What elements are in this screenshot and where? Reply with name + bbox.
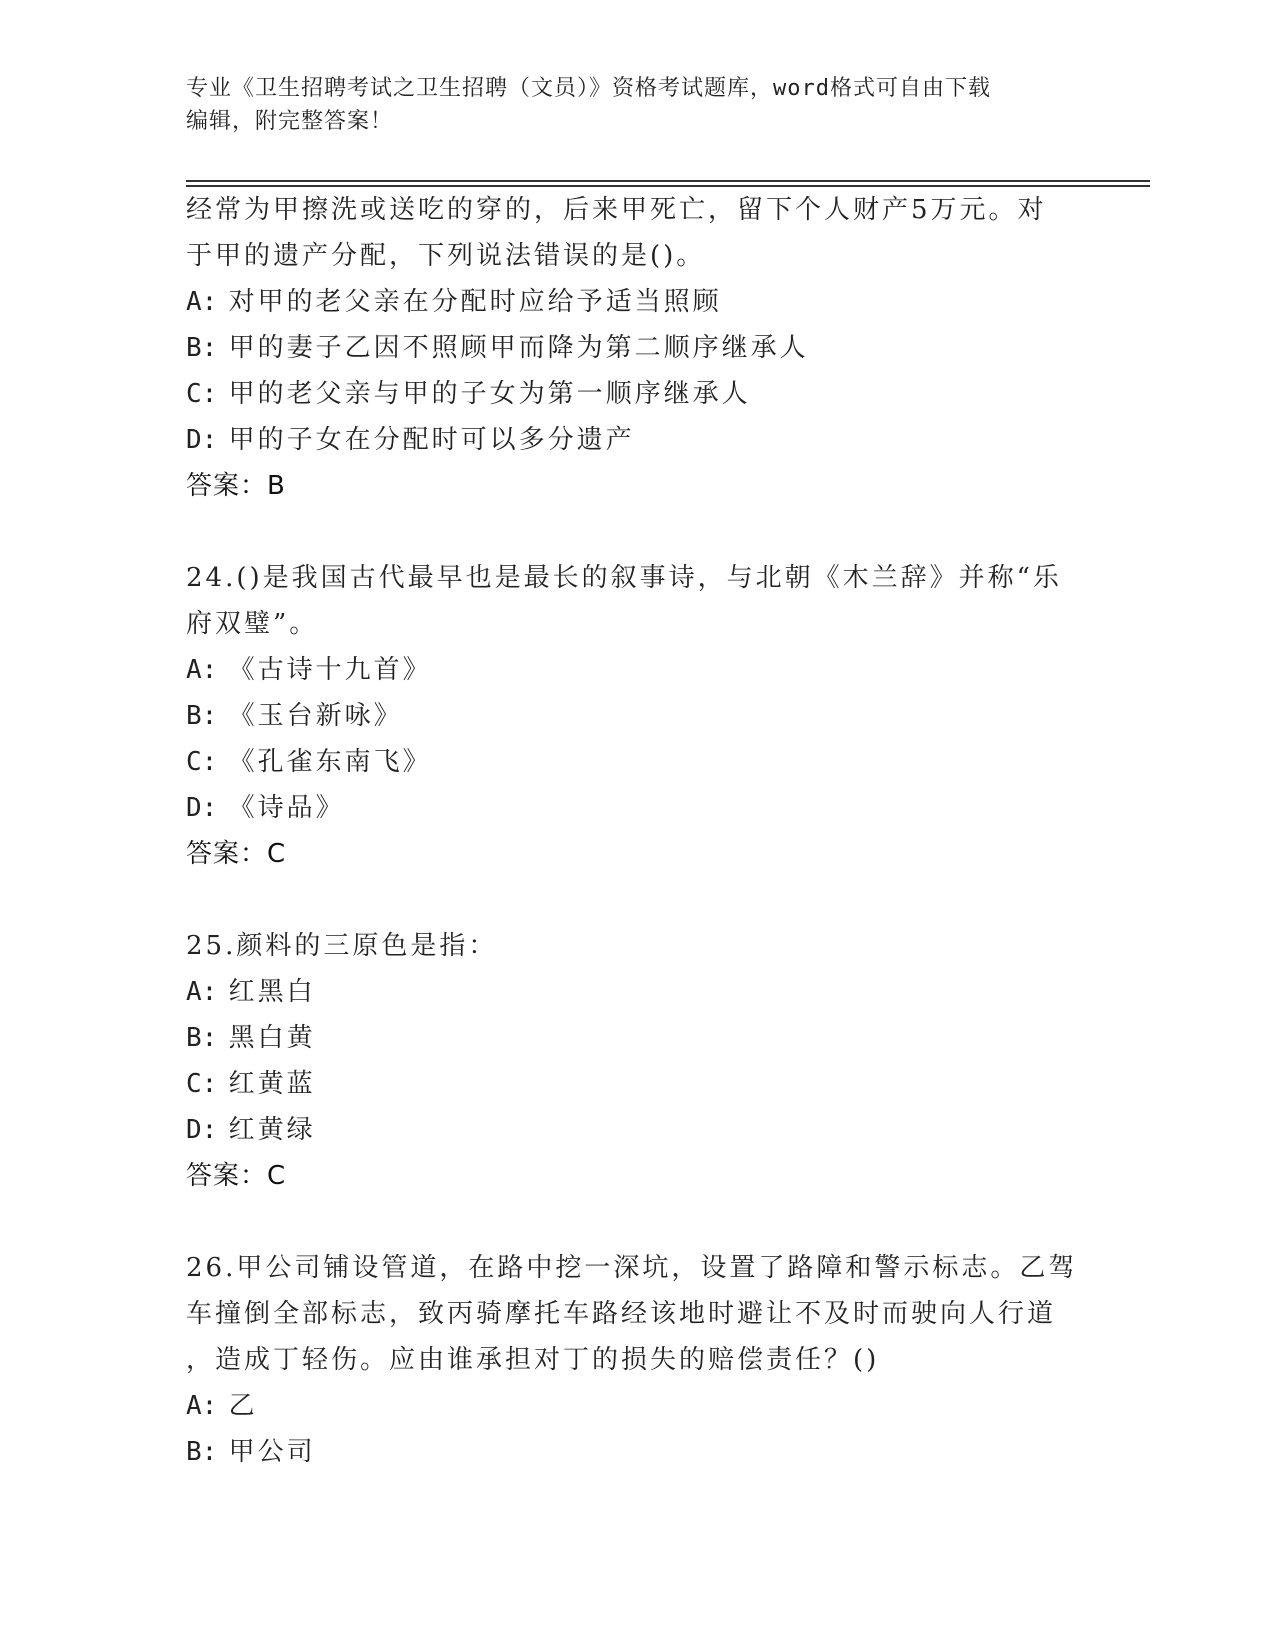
option-letter: B: — [186, 1023, 218, 1053]
option-letter: B: — [186, 1437, 218, 1467]
option-text: 《孔雀东南飞》 — [228, 747, 432, 777]
option-b — [186, 325, 1086, 371]
option-text: 黑白黄 — [228, 1023, 316, 1053]
option-text: 甲的妻子乙因不照顾甲而降为第二顺序继承人 — [228, 333, 809, 363]
question-content — [186, 187, 1086, 1475]
option-text: 《古诗十九首》 — [228, 655, 432, 685]
question-stem: 府双璧”。 — [186, 609, 319, 639]
question-stem: 26.甲公司铺设管道，在路中挖一深坑，设置了路障和警示标志。乙驾 — [186, 1253, 1078, 1283]
option-letter: A: — [186, 977, 218, 1007]
question-stem: 25.颜料的三原色是指： — [186, 931, 498, 961]
option-text: 红黄蓝 — [228, 1069, 316, 1099]
option-text: 《诗品》 — [228, 793, 345, 823]
option-letter: D: — [186, 793, 218, 823]
option-c — [186, 1061, 1086, 1107]
option-letter: C: — [186, 1069, 218, 1099]
option-a — [186, 279, 1086, 325]
option-c — [186, 739, 1086, 785]
header-rule-top — [186, 180, 1150, 182]
header-line-2: 编辑，附完整答案！ — [186, 109, 394, 134]
option-text: 甲的老父亲与甲的子女为第一顺序继承人 — [228, 379, 751, 409]
question-stem: 经常为甲擦洗或送吃的穿的，后来甲死亡，留下个人财产5万元。对 — [186, 195, 1047, 225]
question-26 — [186, 1245, 1086, 1475]
option-a — [186, 647, 1086, 693]
option-text: 红黄绿 — [228, 1115, 316, 1145]
option-b — [186, 693, 1086, 739]
option-letter: A: — [186, 1391, 218, 1421]
option-letter: C: — [186, 747, 218, 777]
option-letter: C: — [186, 379, 218, 409]
option-b — [186, 1015, 1086, 1061]
option-text: 《玉台新咏》 — [228, 701, 403, 731]
spacer — [186, 1199, 1086, 1245]
option-letter: B: — [186, 333, 218, 363]
option-letter: D: — [186, 1115, 218, 1145]
document-header — [186, 72, 1086, 138]
question-stem: 于甲的遗产分配，下列说法错误的是()。 — [186, 241, 706, 271]
option-text: 甲的子女在分配时可以多分遗产 — [228, 425, 635, 455]
option-letter: D: — [186, 425, 218, 455]
option-text: 红黑白 — [228, 977, 316, 1007]
question-stem: 24.()是我国古代最早也是最长的叙事诗，与北朝《木兰辞》并称“乐 — [186, 563, 1062, 593]
spacer — [186, 877, 1086, 923]
option-b — [186, 1429, 1086, 1475]
question-stem: ，造成丁轻伤。应由谁承担对丁的损失的赔偿责任？() — [186, 1345, 880, 1375]
question-24 — [186, 555, 1086, 877]
option-d — [186, 1107, 1086, 1153]
option-a — [186, 1383, 1086, 1429]
option-d — [186, 785, 1086, 831]
option-text: 乙 — [228, 1391, 258, 1421]
option-letter: A: — [186, 287, 218, 317]
header-line-1: 专业《卫生招聘考试之卫生招聘（文员）》资格考试题库，word格式可自由下载 — [186, 76, 991, 101]
option-a — [186, 969, 1086, 1015]
option-letter: A: — [186, 655, 218, 685]
question-stem: 车撞倒全部标志，致丙骑摩托车路经该地时避让不及时而驶向人行道 — [186, 1299, 1057, 1329]
answer-line: 答案：C — [186, 1161, 287, 1191]
option-d — [186, 417, 1086, 463]
option-text: 甲公司 — [228, 1437, 316, 1467]
question-23 — [186, 187, 1086, 509]
answer-line: 答案：C — [186, 839, 287, 869]
spacer — [186, 509, 1086, 555]
answer-line: 答案：B — [186, 471, 286, 501]
option-letter: B: — [186, 701, 218, 731]
option-c — [186, 371, 1086, 417]
option-text: 对甲的老父亲在分配时应给予适当照顾 — [228, 287, 722, 317]
question-25 — [186, 923, 1086, 1199]
